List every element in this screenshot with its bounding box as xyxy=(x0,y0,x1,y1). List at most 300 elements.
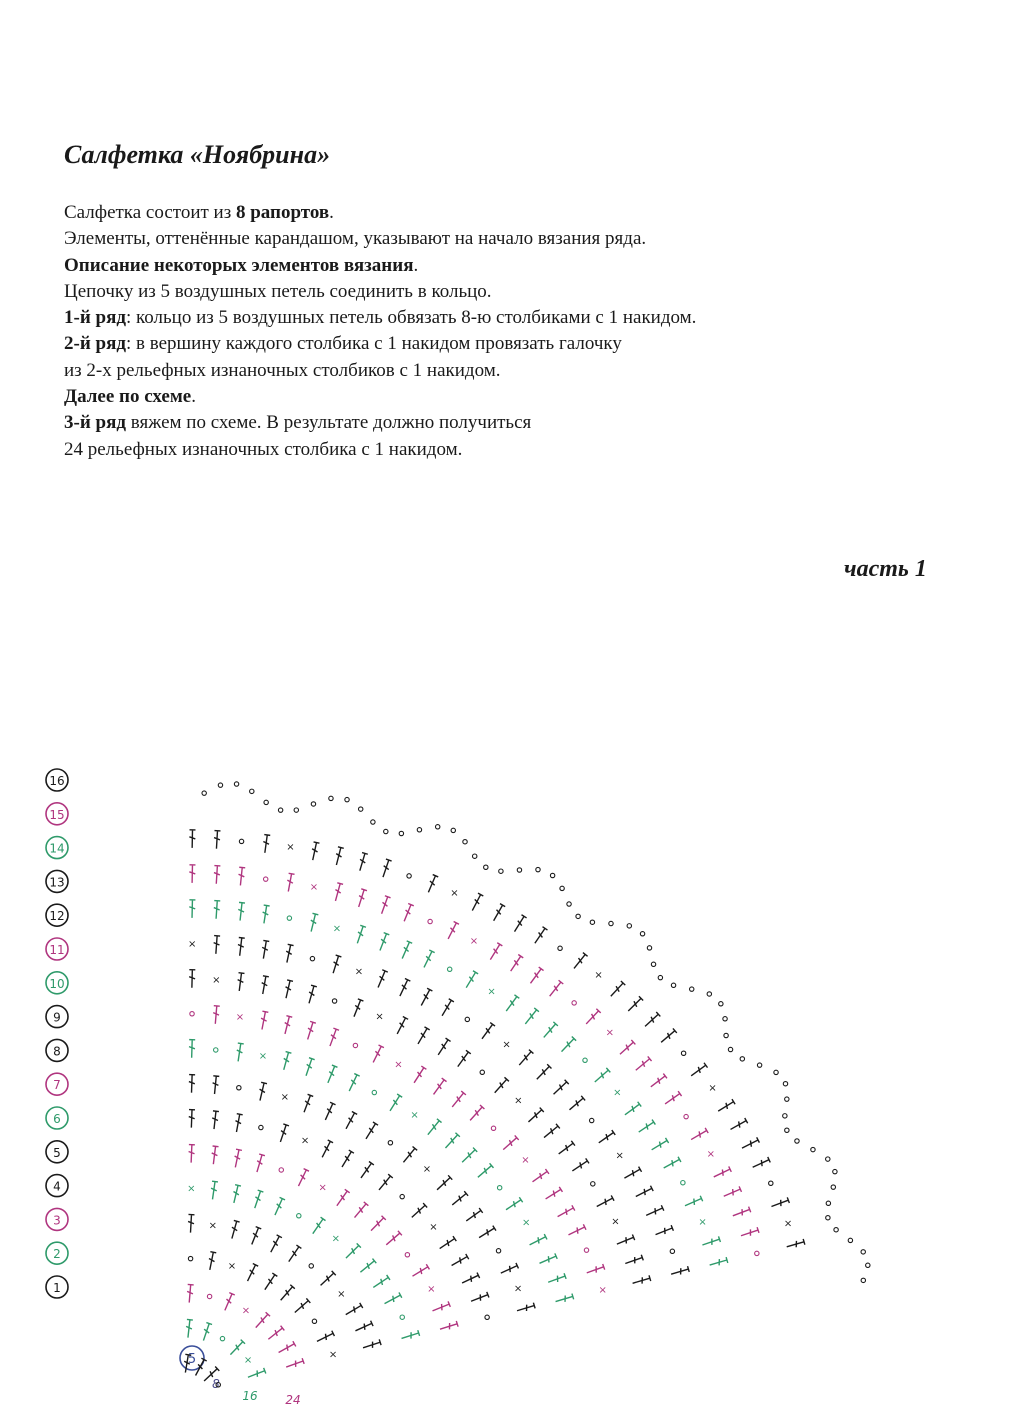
stitch-symbol xyxy=(516,1303,535,1314)
stitch-symbol xyxy=(377,1174,393,1192)
stitch-symbol xyxy=(517,1050,533,1067)
stitch-symbol xyxy=(438,1236,456,1251)
single-crochet: × xyxy=(286,842,295,854)
stitch-symbol xyxy=(372,1275,390,1290)
chain-stitch xyxy=(463,840,467,844)
chain-stitch xyxy=(826,1216,830,1220)
stitch-symbol xyxy=(237,938,245,957)
stitch-symbol xyxy=(426,875,439,894)
description-line xyxy=(64,384,944,410)
chain-stitch xyxy=(684,1114,688,1118)
stitch-symbol xyxy=(369,1216,386,1233)
chain-stitch xyxy=(239,839,243,843)
stitch-symbol xyxy=(547,980,563,998)
chain-stitch xyxy=(484,865,488,869)
stitch-symbol xyxy=(717,1099,735,1114)
stitch-symbol xyxy=(272,1197,285,1216)
stitch-symbol xyxy=(189,830,195,848)
single-crochet: × xyxy=(429,1222,438,1234)
chain-stitch xyxy=(310,956,314,960)
text-fragment: . xyxy=(413,254,419,276)
stitch-symbol xyxy=(786,1239,805,1250)
text-fragment: Салфетка состоит из xyxy=(64,202,236,223)
chain-stitch xyxy=(491,1126,495,1130)
stitch-symbol xyxy=(488,943,503,961)
chain-stitch xyxy=(517,868,521,872)
chain-stitch xyxy=(589,1118,593,1122)
stitch-symbol xyxy=(363,1122,378,1140)
stitch-symbol xyxy=(237,902,245,921)
stitch-symbol xyxy=(330,955,341,974)
stitch-symbol xyxy=(377,933,389,952)
stitch-symbol xyxy=(555,1294,574,1305)
stitch-symbol xyxy=(285,873,294,892)
stitch-symbol xyxy=(586,1264,605,1276)
chain-stitch xyxy=(485,1315,489,1319)
stitch-symbol xyxy=(201,1323,212,1342)
stitch-symbol xyxy=(470,893,484,912)
stitch-symbol xyxy=(370,1045,383,1064)
stitch-symbol xyxy=(379,896,391,915)
chain-stitch xyxy=(399,831,403,835)
chain-stitch xyxy=(311,802,315,806)
stitch-symbol xyxy=(320,1140,334,1159)
stitch-symbol xyxy=(284,944,294,963)
stitch-symbol xyxy=(188,1145,195,1163)
stitch-symbol xyxy=(387,1094,402,1112)
single-crochet: × xyxy=(513,1283,523,1295)
stitch-symbol xyxy=(260,940,269,959)
description-line xyxy=(64,410,944,436)
stitch-symbol xyxy=(344,1303,363,1317)
stitch-symbol xyxy=(281,1052,292,1071)
stitch-symbol xyxy=(645,1205,664,1218)
stitch-symbol xyxy=(465,1208,483,1223)
stitch-symbol xyxy=(649,1074,667,1090)
stitch-symbol xyxy=(354,1321,373,1334)
stitch-symbol xyxy=(701,1236,720,1247)
stitch-symbol xyxy=(359,1161,374,1179)
document-title: Салфетка «Ноябрина» xyxy=(64,140,331,169)
chain-stitch xyxy=(294,808,298,812)
stitch-symbol xyxy=(357,853,368,872)
single-crochet: × xyxy=(502,1039,511,1051)
row-number: 14 xyxy=(49,841,65,856)
stitch-symbol xyxy=(343,1112,357,1131)
stitch-symbol xyxy=(623,1167,642,1181)
stitch-symbol xyxy=(259,1011,268,1030)
text-fragment: из 2-х рельефных изнаночных столбиков с 1 накидом. xyxy=(64,359,501,381)
description-line xyxy=(64,279,944,305)
single-crochet: × xyxy=(514,1095,523,1107)
stitch-symbol xyxy=(504,995,519,1013)
stitch-symbol xyxy=(399,941,412,960)
stitch-symbol xyxy=(333,847,343,866)
stitch-symbol xyxy=(316,1331,335,1344)
single-crochet: × xyxy=(469,936,479,948)
chain-stitch xyxy=(834,1228,838,1232)
stitch-symbol xyxy=(212,1006,219,1024)
stitch-symbol xyxy=(531,1169,549,1184)
single-crochet: × xyxy=(594,970,603,982)
text-fragment: Элементы, оттенённые карандашом, указывают на начало вязания ряда. xyxy=(64,228,647,250)
stitch-symbol xyxy=(207,1252,216,1271)
chain-stitch xyxy=(785,1097,789,1101)
stitch-symbol xyxy=(234,1114,243,1133)
stitch-symbol xyxy=(450,1254,469,1268)
chain-stitch xyxy=(833,1169,837,1173)
stitch-symbol xyxy=(593,1068,610,1084)
row-number: 16 xyxy=(49,774,65,788)
stitch-symbol xyxy=(212,1076,220,1095)
stitch-symbol xyxy=(352,1202,368,1220)
stitch-symbol xyxy=(362,1339,381,1350)
stitch-symbol xyxy=(254,1154,265,1173)
chain-stitch xyxy=(866,1263,870,1267)
chain-stitch xyxy=(755,1251,759,1255)
description-line xyxy=(64,358,944,384)
chain-stitch xyxy=(647,946,651,950)
stitch-symbol xyxy=(285,1358,304,1370)
chain-stitch xyxy=(690,987,694,991)
chain-stitch xyxy=(740,1057,744,1061)
stitch-symbol xyxy=(568,1096,586,1112)
chain-stitch xyxy=(407,874,411,878)
description-line xyxy=(64,437,944,463)
stitch-symbol xyxy=(491,904,505,923)
stitch-symbol xyxy=(415,1027,429,1046)
chain-stitch xyxy=(861,1278,865,1282)
stitch-symbol xyxy=(650,1138,669,1152)
stitch-symbol xyxy=(278,1124,289,1143)
text-fragment: . xyxy=(191,386,196,408)
stitch-symbol xyxy=(229,1220,240,1239)
chain-stitch xyxy=(550,873,554,877)
stitch-symbol xyxy=(249,1227,261,1246)
stitch-symbol xyxy=(210,1181,218,1200)
chain-stitch xyxy=(417,828,421,832)
stitch-symbol xyxy=(347,1074,360,1093)
description-line xyxy=(64,200,944,226)
chain-stitch xyxy=(640,932,644,936)
chain-stitch xyxy=(214,1048,218,1052)
chain-stitch xyxy=(572,1001,576,1005)
stitch-symbol xyxy=(626,996,643,1013)
stitch-symbol xyxy=(770,1197,789,1209)
part-label: часть 1 xyxy=(844,556,927,582)
chain-stitch xyxy=(405,1253,409,1257)
description-text xyxy=(64,200,944,463)
description-line xyxy=(64,331,944,357)
stitch-symbol xyxy=(189,1040,196,1058)
chain-stitch xyxy=(590,920,594,924)
stitch-symbol xyxy=(410,1203,427,1220)
chain-stitch xyxy=(207,1294,211,1298)
stitch-symbol xyxy=(662,1157,681,1171)
text-fragment: Цепочку из 5 воздушных петель соединить в кольцо. xyxy=(64,280,492,302)
stitch-symbol xyxy=(443,1133,460,1150)
chain-stitch xyxy=(312,1319,316,1323)
chain-stitch xyxy=(651,962,655,966)
chain-stitch xyxy=(345,797,349,801)
single-crochet: × xyxy=(337,1289,346,1301)
stitch-symbol xyxy=(492,1077,508,1094)
stitch-symbol xyxy=(544,1187,562,1202)
chain-stitch xyxy=(719,1002,723,1006)
stitch-symbol xyxy=(231,1185,241,1204)
chain-stitch xyxy=(388,1141,392,1145)
stitch-symbol xyxy=(421,950,434,969)
stitch-symbol xyxy=(237,867,245,886)
stitch-symbol xyxy=(188,1110,195,1128)
chain-stitch xyxy=(263,877,267,881)
bold-text: 8 рапортов xyxy=(235,202,330,223)
chain-stitch xyxy=(723,1017,727,1021)
chain-stitch xyxy=(826,1201,830,1205)
stitch-symbol xyxy=(500,1263,519,1276)
chain-stitch xyxy=(499,869,503,873)
chain-stitch xyxy=(372,1090,376,1094)
text-fragment: : в вершину каждого столбика с 1 накидом провязать галочку xyxy=(125,333,622,355)
stitch-symbol xyxy=(235,1043,244,1062)
text-fragment: вяжем по схеме. В результате должно получиться xyxy=(125,412,532,434)
chain-stitch xyxy=(371,820,375,824)
chain-stitch xyxy=(576,914,580,918)
stitch-symbol xyxy=(572,953,588,971)
chain-stitch xyxy=(234,782,238,786)
chain-stitch xyxy=(831,1185,835,1189)
description-line xyxy=(64,253,944,279)
chain-stitch xyxy=(783,1082,787,1086)
stitch-symbol xyxy=(461,1273,480,1286)
ring-label: 5 xyxy=(187,1352,197,1367)
stitch-symbol xyxy=(535,1064,552,1081)
stitch-symbol xyxy=(278,1285,294,1302)
chain-stitch xyxy=(774,1070,778,1074)
stitch-symbol xyxy=(571,1158,589,1173)
stitch-count: 8 xyxy=(212,1377,220,1391)
stitch-symbol xyxy=(344,1243,361,1260)
stitch-symbol xyxy=(557,1141,575,1157)
row-number: 15 xyxy=(49,807,65,822)
stitch-symbol xyxy=(232,1149,242,1168)
single-crochet: × xyxy=(422,1164,432,1176)
stitch-symbol xyxy=(222,1293,235,1312)
stitch-symbol xyxy=(542,1022,558,1039)
stitch-symbol xyxy=(306,985,317,1004)
stitch-symbol xyxy=(262,1273,277,1291)
text-fragment: . xyxy=(329,202,334,223)
stitch-symbol xyxy=(632,1275,651,1286)
chain-stitch xyxy=(279,1168,283,1172)
stitch-symbol xyxy=(751,1157,770,1170)
stitch-symbol xyxy=(670,1266,689,1277)
bold-text: 2-й ряд xyxy=(64,333,126,355)
chain-stitch xyxy=(536,867,540,871)
chain-stitch xyxy=(202,791,206,795)
row-number: 1 xyxy=(53,1281,61,1295)
stitch-symbol xyxy=(684,1196,703,1209)
stitch-symbol xyxy=(431,1078,446,1096)
stitch-symbol xyxy=(319,1271,336,1288)
single-crochet: × xyxy=(783,1218,793,1230)
row-number: 11 xyxy=(49,943,65,957)
stitch-symbol xyxy=(375,970,387,989)
stitch-symbol xyxy=(213,901,220,919)
stitch-symbol xyxy=(595,1195,614,1209)
stitch-symbol xyxy=(401,904,413,923)
stitch-symbol xyxy=(397,979,410,998)
stitch-symbol xyxy=(450,1091,466,1109)
stitch-symbol xyxy=(383,1292,402,1306)
row-number: 10 xyxy=(49,976,65,991)
chain-stitch xyxy=(264,800,268,804)
stitch-symbol xyxy=(480,1023,495,1041)
chain-stitch xyxy=(400,1315,404,1319)
stitch-symbol xyxy=(729,1118,748,1132)
stitch-symbol xyxy=(339,1150,353,1169)
stitch-symbol xyxy=(643,1012,660,1029)
stitch-symbol xyxy=(526,1108,543,1125)
chain-stitch xyxy=(259,1125,263,1129)
single-crochet: × xyxy=(410,1109,419,1121)
chain-stitch xyxy=(332,999,336,1003)
chain-stitch xyxy=(724,1033,728,1037)
single-crochet: × xyxy=(318,1182,327,1194)
chain-stitch xyxy=(237,1086,241,1090)
stitch-symbol xyxy=(659,1028,677,1044)
single-crochet: × xyxy=(280,1092,290,1104)
stitch-symbol xyxy=(609,981,626,998)
stitch-symbol xyxy=(354,925,365,944)
stitch-symbol xyxy=(528,1234,547,1248)
single-crochet: × xyxy=(521,1217,531,1229)
stitch-symbol xyxy=(334,1189,349,1207)
stitch-symbol xyxy=(257,1082,267,1101)
stitch-symbol xyxy=(213,936,220,954)
stitch-symbol xyxy=(252,1190,263,1209)
single-crochet: × xyxy=(521,1154,530,1166)
stitch-symbol xyxy=(478,1226,496,1241)
row-number: 4 xyxy=(53,1179,61,1194)
single-crochet: × xyxy=(331,1233,341,1245)
stitch-symbol xyxy=(556,1205,575,1219)
single-crochet: × xyxy=(328,1349,338,1361)
single-crochet: × xyxy=(698,1216,707,1228)
chain-stitch xyxy=(681,1051,685,1055)
chain-stitch xyxy=(188,1256,192,1260)
stitch-symbol xyxy=(419,988,433,1007)
chain-stitch xyxy=(609,921,613,925)
chain-stitch xyxy=(627,924,631,928)
description-line xyxy=(64,305,944,331)
chain-stitch xyxy=(658,975,662,979)
stitch-symbol xyxy=(260,976,269,995)
single-crochet: × xyxy=(241,1305,251,1317)
stitch-symbol xyxy=(384,1231,402,1247)
stitch-symbol xyxy=(542,1124,560,1140)
stitch-symbol xyxy=(283,980,293,999)
bold-text: 1-й ряд xyxy=(64,307,126,329)
stitch-symbol xyxy=(380,859,391,878)
chain-stitch xyxy=(584,1248,588,1252)
stitch-symbol xyxy=(634,1056,652,1072)
stitch-symbol xyxy=(504,1197,522,1212)
stitch-symbol xyxy=(323,1102,336,1121)
stitch-symbol xyxy=(476,1163,494,1179)
row-number: 12 xyxy=(49,909,65,924)
stitch-symbol xyxy=(310,842,320,861)
chain-stitch xyxy=(435,825,439,829)
stitch-symbol xyxy=(310,1217,325,1235)
chain-stitch xyxy=(826,1157,830,1161)
single-crochet: × xyxy=(187,1183,196,1195)
stitch-symbol xyxy=(547,1273,566,1285)
chain-stitch xyxy=(287,916,291,920)
stitch-symbol xyxy=(359,1259,377,1275)
chain-stitch xyxy=(707,992,711,996)
stitch-symbol xyxy=(623,1102,641,1117)
stitch-symbol xyxy=(401,1146,417,1164)
stitch-symbol xyxy=(740,1227,759,1238)
stitch-symbol xyxy=(293,1298,310,1314)
stitch-symbol xyxy=(690,1128,709,1142)
stitch-symbol xyxy=(213,831,220,849)
chain-stitch xyxy=(560,886,564,890)
stitch-symbol xyxy=(325,1065,337,1084)
stitch-symbol xyxy=(435,1175,452,1192)
single-crochet: × xyxy=(487,986,496,998)
stitch-symbol xyxy=(395,1017,409,1036)
stitch-symbol xyxy=(351,999,363,1018)
stitch-symbol xyxy=(436,1038,451,1056)
stitch-symbol xyxy=(654,1225,673,1237)
crochet-diagram xyxy=(0,740,1028,1415)
chain-stitch xyxy=(353,1043,357,1047)
stitch-symbol xyxy=(411,1264,429,1279)
single-crochet: × xyxy=(708,1083,717,1095)
bold-text: Описание некоторых элементов вязания xyxy=(64,254,414,276)
bold-text: 3-й ряд xyxy=(64,412,126,434)
stitch-symbol xyxy=(551,1080,568,1097)
chain-stitch xyxy=(671,983,675,987)
chain-stitch xyxy=(811,1147,815,1151)
single-crochet: × xyxy=(598,1284,607,1296)
stitch-symbol xyxy=(634,1186,653,1200)
stitch-symbol xyxy=(624,1255,643,1267)
stitch-symbol xyxy=(616,1235,635,1247)
chain-stitch xyxy=(250,789,254,793)
single-crochet: × xyxy=(187,938,197,950)
chain-stitch xyxy=(384,829,388,833)
single-crochet: × xyxy=(394,1059,403,1071)
stitch-symbol xyxy=(266,1326,284,1342)
chain-stitch xyxy=(465,1017,469,1021)
single-crochet: × xyxy=(375,1011,384,1023)
stitch-symbol xyxy=(277,1341,296,1355)
stitch-symbol xyxy=(211,1111,219,1130)
stitch-symbol xyxy=(188,1214,195,1232)
chain-stitch xyxy=(428,919,432,923)
chain-stitch xyxy=(329,796,333,800)
stitch-symbol xyxy=(567,1224,586,1237)
stitch-symbol xyxy=(741,1137,760,1151)
stitch-symbol xyxy=(512,915,527,933)
single-crochet: × xyxy=(611,1216,620,1228)
stitch-symbol xyxy=(426,1119,442,1137)
chain-stitch xyxy=(472,854,476,858)
chain-stitch xyxy=(783,1114,787,1118)
